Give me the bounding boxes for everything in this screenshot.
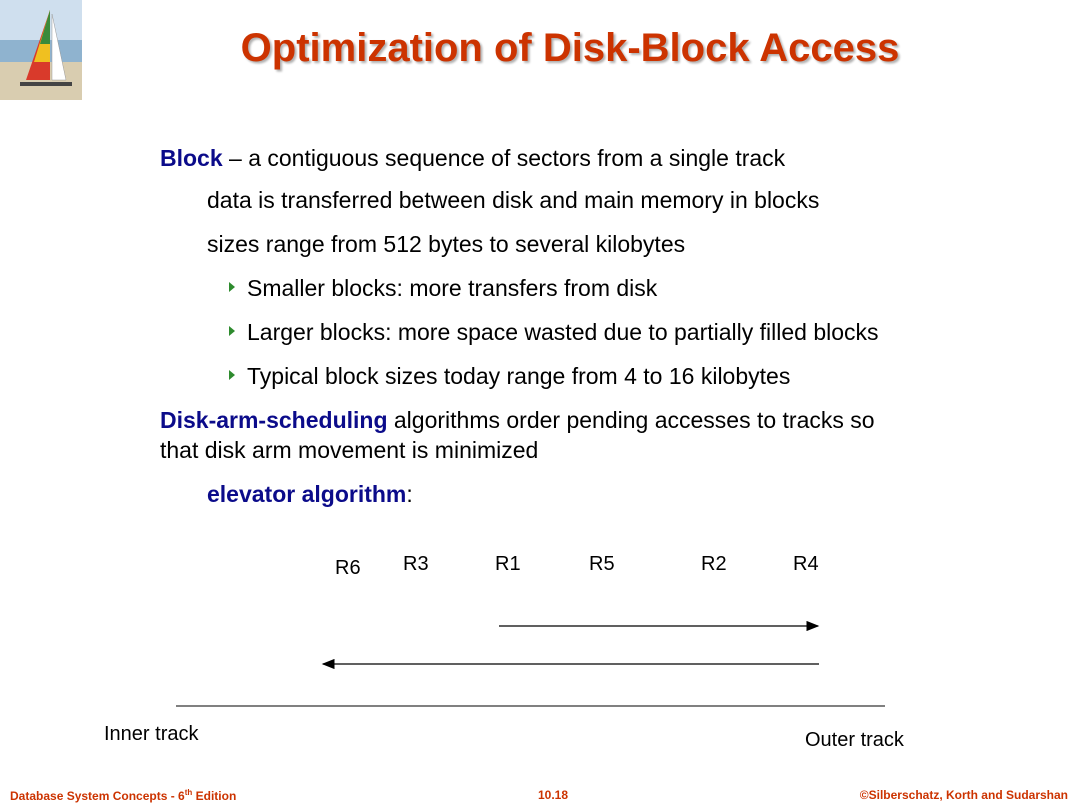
request-r6: R6 [335,557,361,579]
bullet-larger-blocks: Larger blocks: more space wasted due to partially filled blocks [247,319,879,345]
bullet-typical-sizes: Typical block sizes today range from 4 to 16 kilobytes [247,363,791,389]
request-r5: R5 [589,553,615,575]
footer-book-title-suffix: Edition [192,789,237,803]
footer-slide-number: 10.18 [538,788,569,802]
block-term: Block [160,145,223,171]
footer-book-title-sup: th [184,788,193,797]
block-definition-text: – a contiguous sequence of sectors from a single track [222,145,786,171]
request-r4: R4 [793,553,819,575]
footer-copyright: ©Silberschatz, Korth and Sudarshan [859,788,1068,802]
footer-book-title [10,788,236,803]
request-r1: R1 [495,553,521,575]
inner-track-label: Inner track [104,723,199,745]
footer-book-title-prefix: Database System Concepts - 6 [10,789,185,803]
scheduling-line-2: that disk arm movement is minimized [160,437,539,463]
scheduling-term: Disk-arm-scheduling [160,407,388,433]
block-sub-transfer: data is transferred between disk and main memory in blocks [207,187,820,213]
elevator-colon: : [406,481,413,507]
block-sub-sizes: sizes range from 512 bytes to several kilobytes [207,231,686,257]
slide-title: Optimization of Disk-Block Access [240,26,900,70]
scheduling-text-1: algorithms order pending accesses to tracks so [387,407,875,433]
outer-track-label: Outer track [805,729,904,751]
request-r2: R2 [701,553,727,575]
request-r3: R3 [403,553,429,575]
elevator-term: elevator algorithm [207,481,407,507]
bullet-smaller-blocks: Smaller blocks: more transfers from disk [247,275,658,301]
